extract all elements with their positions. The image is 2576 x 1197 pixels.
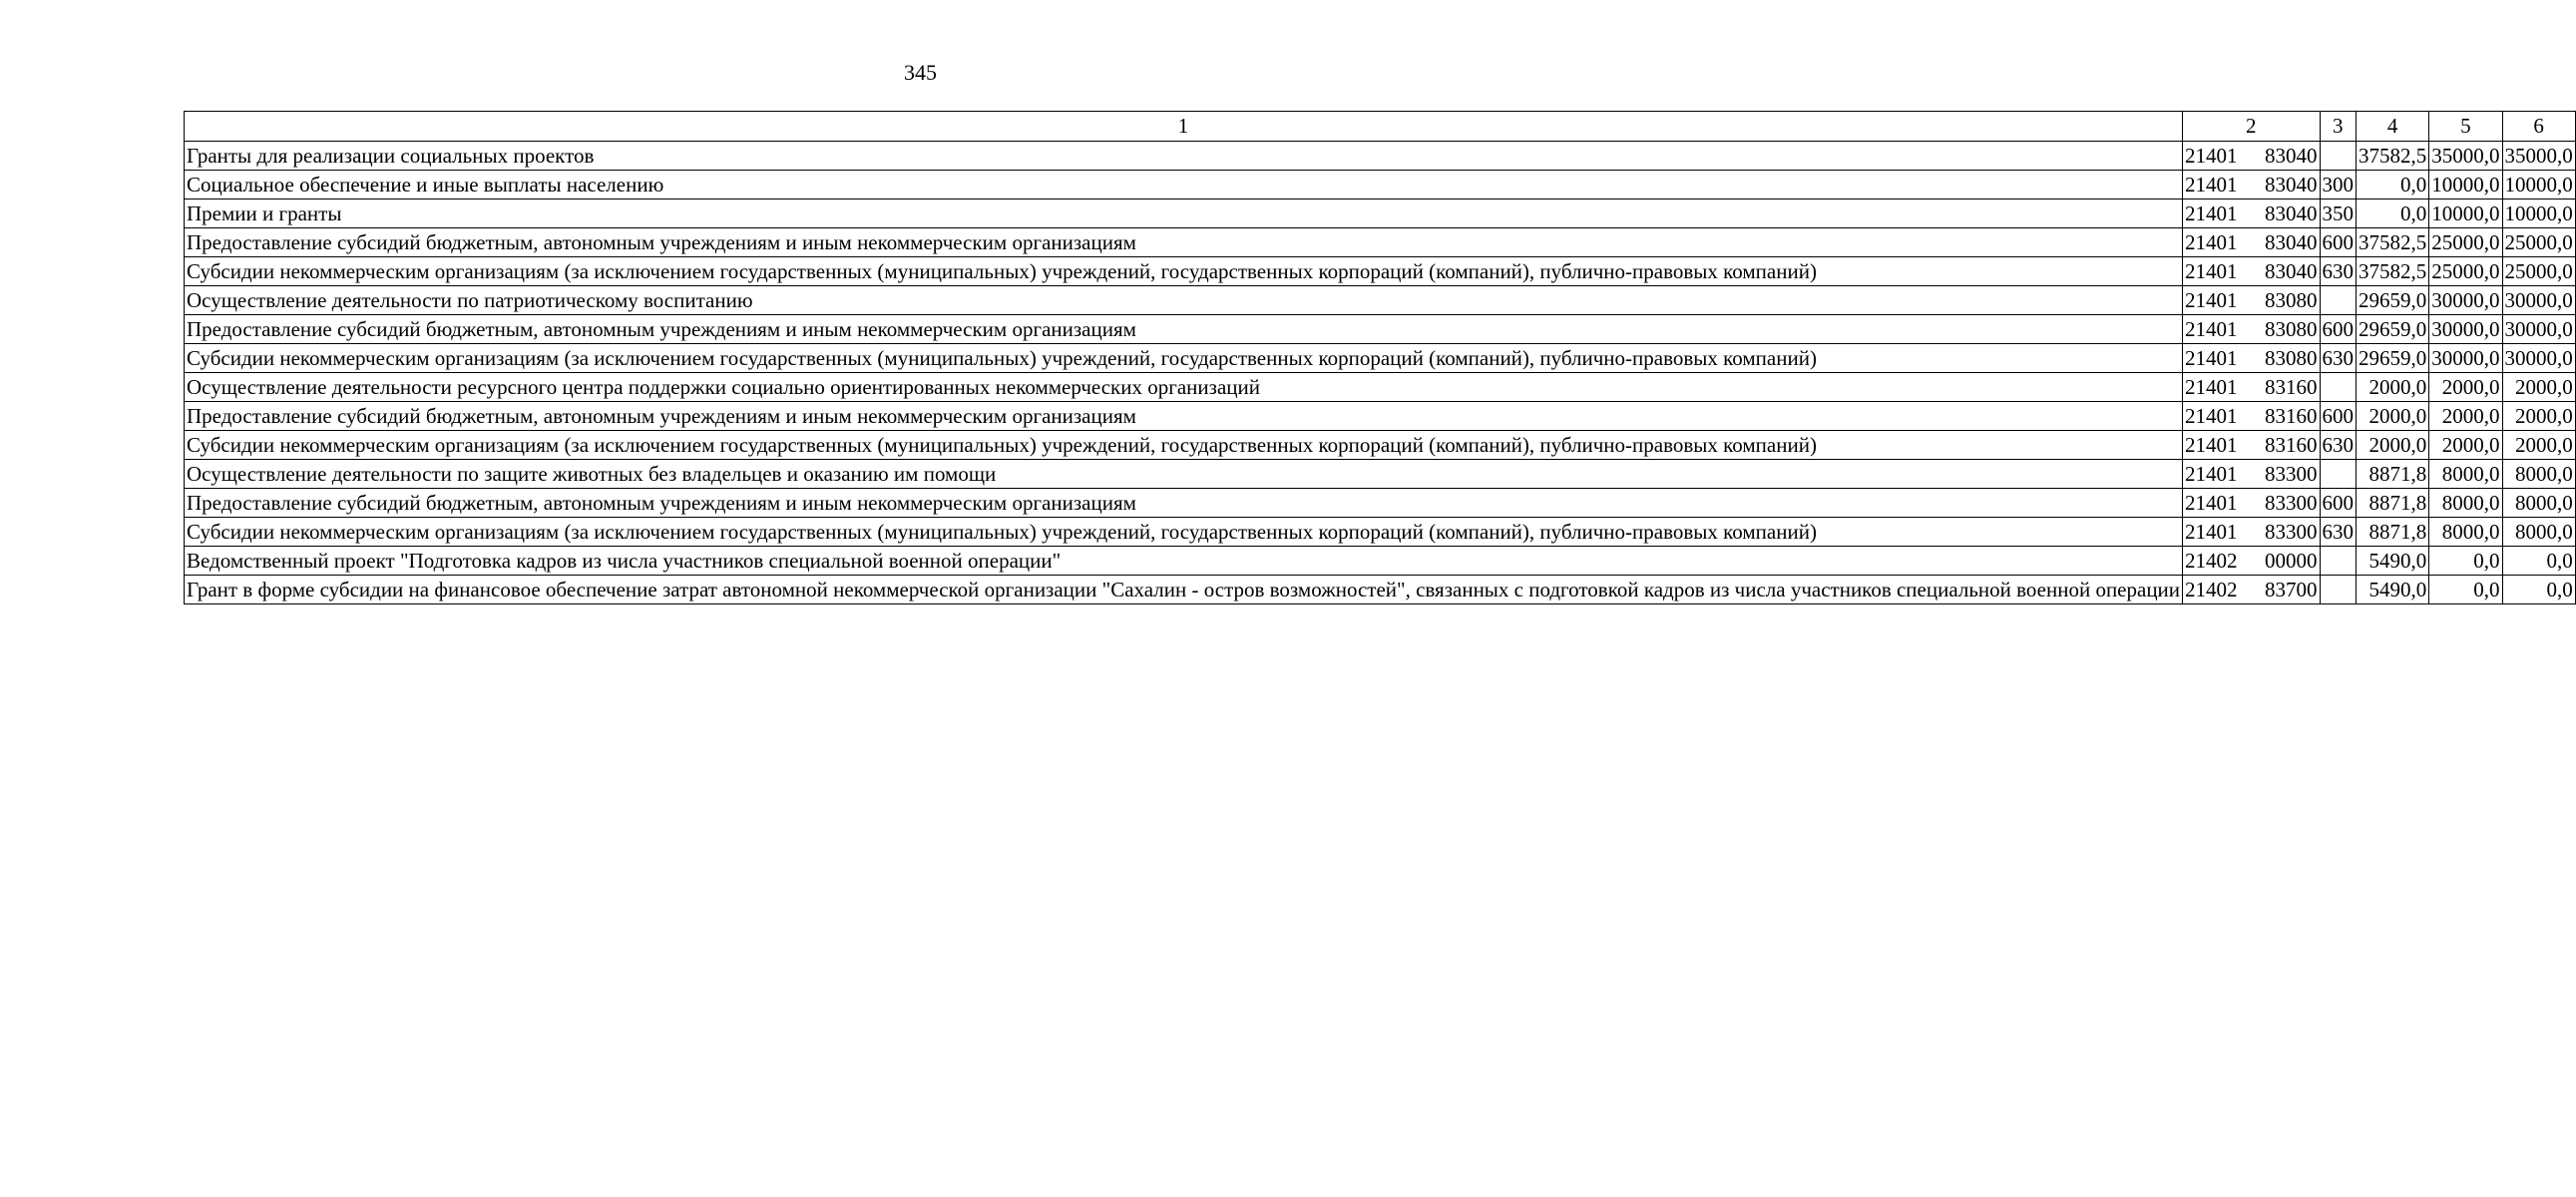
row-value-5: 30000,0 [2429,344,2502,373]
row-expense-type [2320,286,2357,315]
row-value-5: 0,0 [2429,576,2502,604]
row-value-6: 25000,0 [2502,257,2575,286]
row-name: Осуществление деятельности ресурсного центра поддержки социально ориентированных некоммерческих организаций [185,373,2183,402]
row-value-5: 25000,0 [2429,228,2502,257]
row-expense-type [2320,460,2357,489]
row-value-5: 35000,0 [2429,142,2502,171]
program-code: 21401 [2185,375,2238,399]
row-value-6: 30000,0 [2502,315,2575,344]
direction-code: 00000 [2265,549,2318,573]
row-value-6: 30000,0 [2502,286,2575,315]
program-code: 21401 [2185,491,2238,515]
row-expense-type: 600 [2320,315,2357,344]
row-value-6: 8000,0 [2502,518,2575,547]
row-name: Субсидии некоммерческим организациям (за исключением государственных (муниципальных) учреждений, государственных корпораций (компаний), публично-правовых компаний) [185,344,2183,373]
direction-code: 83040 [2265,144,2318,168]
table-row [185,547,2576,576]
row-value-4: 5490,0 [2357,547,2429,576]
direction-code: 83160 [2265,404,2318,428]
row-code [2183,315,2321,344]
row-value-5: 8000,0 [2429,460,2502,489]
direction-code: 83040 [2265,259,2318,283]
row-code [2183,373,2321,402]
row-expense-type [2320,576,2357,604]
table-row [185,373,2576,402]
row-code [2183,142,2321,171]
row-name: Предоставление субсидий бюджетным, автономным учреждениям и иным некоммерческим организациям [185,228,2183,257]
row-expense-type [2320,142,2357,171]
column-header-2: 2 [2183,112,2321,142]
row-value-5: 2000,0 [2429,431,2502,460]
row-name: Премии и гранты [185,200,2183,228]
row-value-4: 37582,5 [2357,228,2429,257]
program-code: 21401 [2185,230,2238,254]
direction-code: 83160 [2265,375,2318,399]
row-value-5: 10000,0 [2429,200,2502,228]
row-name: Социальное обеспечение и иные выплаты населению [185,171,2183,200]
row-value-6: 10000,0 [2502,200,2575,228]
row-value-4: 8871,8 [2357,460,2429,489]
row-code [2183,228,2321,257]
direction-code: 83040 [2265,230,2318,254]
row-value-6: 30000,0 [2502,344,2575,373]
program-code: 21401 [2185,317,2238,341]
row-code [2183,286,2321,315]
table-row [185,171,2576,200]
row-value-4: 29659,0 [2357,344,2429,373]
table-row [185,489,2576,518]
row-value-5: 8000,0 [2429,518,2502,547]
row-value-4: 8871,8 [2357,489,2429,518]
header-row [185,112,2576,142]
row-expense-type: 600 [2320,402,2357,431]
page-number: 345 [904,60,937,85]
row-value-6: 2000,0 [2502,431,2575,460]
row-code [2183,200,2321,228]
row-value-6: 25000,0 [2502,228,2575,257]
program-code: 21401 [2185,259,2238,283]
direction-code: 83080 [2265,288,2318,312]
table-row [185,402,2576,431]
row-expense-type: 630 [2320,344,2357,373]
row-value-6: 0,0 [2502,547,2575,576]
row-value-6: 8000,0 [2502,460,2575,489]
table-row [185,344,2576,373]
program-code: 21402 [2185,578,2238,601]
row-value-5: 30000,0 [2429,286,2502,315]
row-name: Предоставление субсидий бюджетным, автономным учреждениям и иным некоммерческим организациям [185,315,2183,344]
direction-code: 83080 [2265,346,2318,370]
row-value-5: 8000,0 [2429,489,2502,518]
row-name: Осуществление деятельности по патриотическому воспитанию [185,286,2183,315]
row-value-4: 29659,0 [2357,286,2429,315]
direction-code: 83300 [2265,491,2318,515]
column-header-3: 3 [2320,112,2357,142]
direction-code: 83040 [2265,201,2318,225]
row-code [2183,431,2321,460]
row-name: Предоставление субсидий бюджетным, автономным учреждениям и иным некоммерческим организациям [185,489,2183,518]
row-expense-type [2320,373,2357,402]
direction-code: 83700 [2265,578,2318,601]
column-header-4: 4 [2357,112,2429,142]
column-header-1: 1 [185,112,2183,142]
row-name: Предоставление субсидий бюджетным, автономным учреждениям и иным некоммерческим организациям [185,402,2183,431]
row-value-6: 2000,0 [2502,373,2575,402]
row-name: Ведомственный проект "Подготовка кадров из числа участников специальной военной операции" [185,547,2183,576]
program-code: 21401 [2185,433,2238,457]
row-name: Грант в форме субсидии на финансовое обеспечение затрат автономной некоммерческой организации "Сахалин - остров возможностей", связанных с подготовкой кадров из числа участников специальной военной операции [185,576,2183,604]
row-value-5: 10000,0 [2429,171,2502,200]
row-value-4: 29659,0 [2357,315,2429,344]
row-value-4: 0,0 [2357,171,2429,200]
row-name: Субсидии некоммерческим организациям (за исключением государственных (муниципальных) учреждений, государственных корпораций (компаний), публично-правовых компаний) [185,257,2183,286]
program-code: 21401 [2185,201,2238,225]
row-value-5: 2000,0 [2429,373,2502,402]
table-row [185,228,2576,257]
row-value-5: 0,0 [2429,547,2502,576]
table-row [185,286,2576,315]
row-value-5: 30000,0 [2429,315,2502,344]
direction-code: 83040 [2265,173,2318,197]
row-code [2183,518,2321,547]
program-code: 21401 [2185,520,2238,544]
row-code [2183,460,2321,489]
row-code [2183,576,2321,604]
table-row [185,576,2576,604]
row-expense-type: 600 [2320,228,2357,257]
row-value-6: 2000,0 [2502,402,2575,431]
row-value-4: 8871,8 [2357,518,2429,547]
row-expense-type: 630 [2320,431,2357,460]
row-value-4: 2000,0 [2357,373,2429,402]
row-value-4: 5490,0 [2357,576,2429,604]
program-code: 21401 [2185,346,2238,370]
program-code: 21402 [2185,549,2238,573]
program-code: 21401 [2185,173,2238,197]
column-header-5: 5 [2429,112,2502,142]
row-name: Гранты для реализации социальных проектов [185,142,2183,171]
row-code [2183,547,2321,576]
row-value-4: 2000,0 [2357,431,2429,460]
direction-code: 83160 [2265,433,2318,457]
budget-table [184,111,2576,604]
column-header-6: 6 [2502,112,2575,142]
program-code: 21401 [2185,404,2238,428]
row-value-6: 35000,0 [2502,142,2575,171]
row-value-4: 37582,5 [2357,257,2429,286]
direction-code: 83300 [2265,520,2318,544]
table-row [185,460,2576,489]
row-code [2183,344,2321,373]
table-row [185,142,2576,171]
table-row [185,518,2576,547]
row-expense-type: 300 [2320,171,2357,200]
row-code [2183,257,2321,286]
row-value-5: 2000,0 [2429,402,2502,431]
row-value-4: 37582,5 [2357,142,2429,171]
table-row [185,315,2576,344]
row-value-5: 25000,0 [2429,257,2502,286]
row-name: Субсидии некоммерческим организациям (за исключением государственных (муниципальных) учреждений, государственных корпораций (компаний), публично-правовых компаний) [185,518,2183,547]
program-code: 21401 [2185,288,2238,312]
direction-code: 83300 [2265,462,2318,486]
row-expense-type: 630 [2320,518,2357,547]
row-code [2183,402,2321,431]
row-expense-type [2320,547,2357,576]
table-row [185,257,2576,286]
table-row [185,200,2576,228]
row-expense-type: 350 [2320,200,2357,228]
row-value-4: 0,0 [2357,200,2429,228]
row-name: Осуществление деятельности по защите животных без владельцев и оказанию им помощи [185,460,2183,489]
program-code: 21401 [2185,144,2238,168]
row-value-6: 10000,0 [2502,171,2575,200]
program-code: 21401 [2185,462,2238,486]
row-expense-type: 600 [2320,489,2357,518]
row-expense-type: 630 [2320,257,2357,286]
row-value-6: 0,0 [2502,576,2575,604]
table-row [185,431,2576,460]
row-code [2183,489,2321,518]
direction-code: 83080 [2265,317,2318,341]
row-value-4: 2000,0 [2357,402,2429,431]
row-name: Субсидии некоммерческим организациям (за исключением государственных (муниципальных) учреждений, государственных корпораций (компаний), публично-правовых компаний) [185,431,2183,460]
row-value-6: 8000,0 [2502,489,2575,518]
row-code [2183,171,2321,200]
